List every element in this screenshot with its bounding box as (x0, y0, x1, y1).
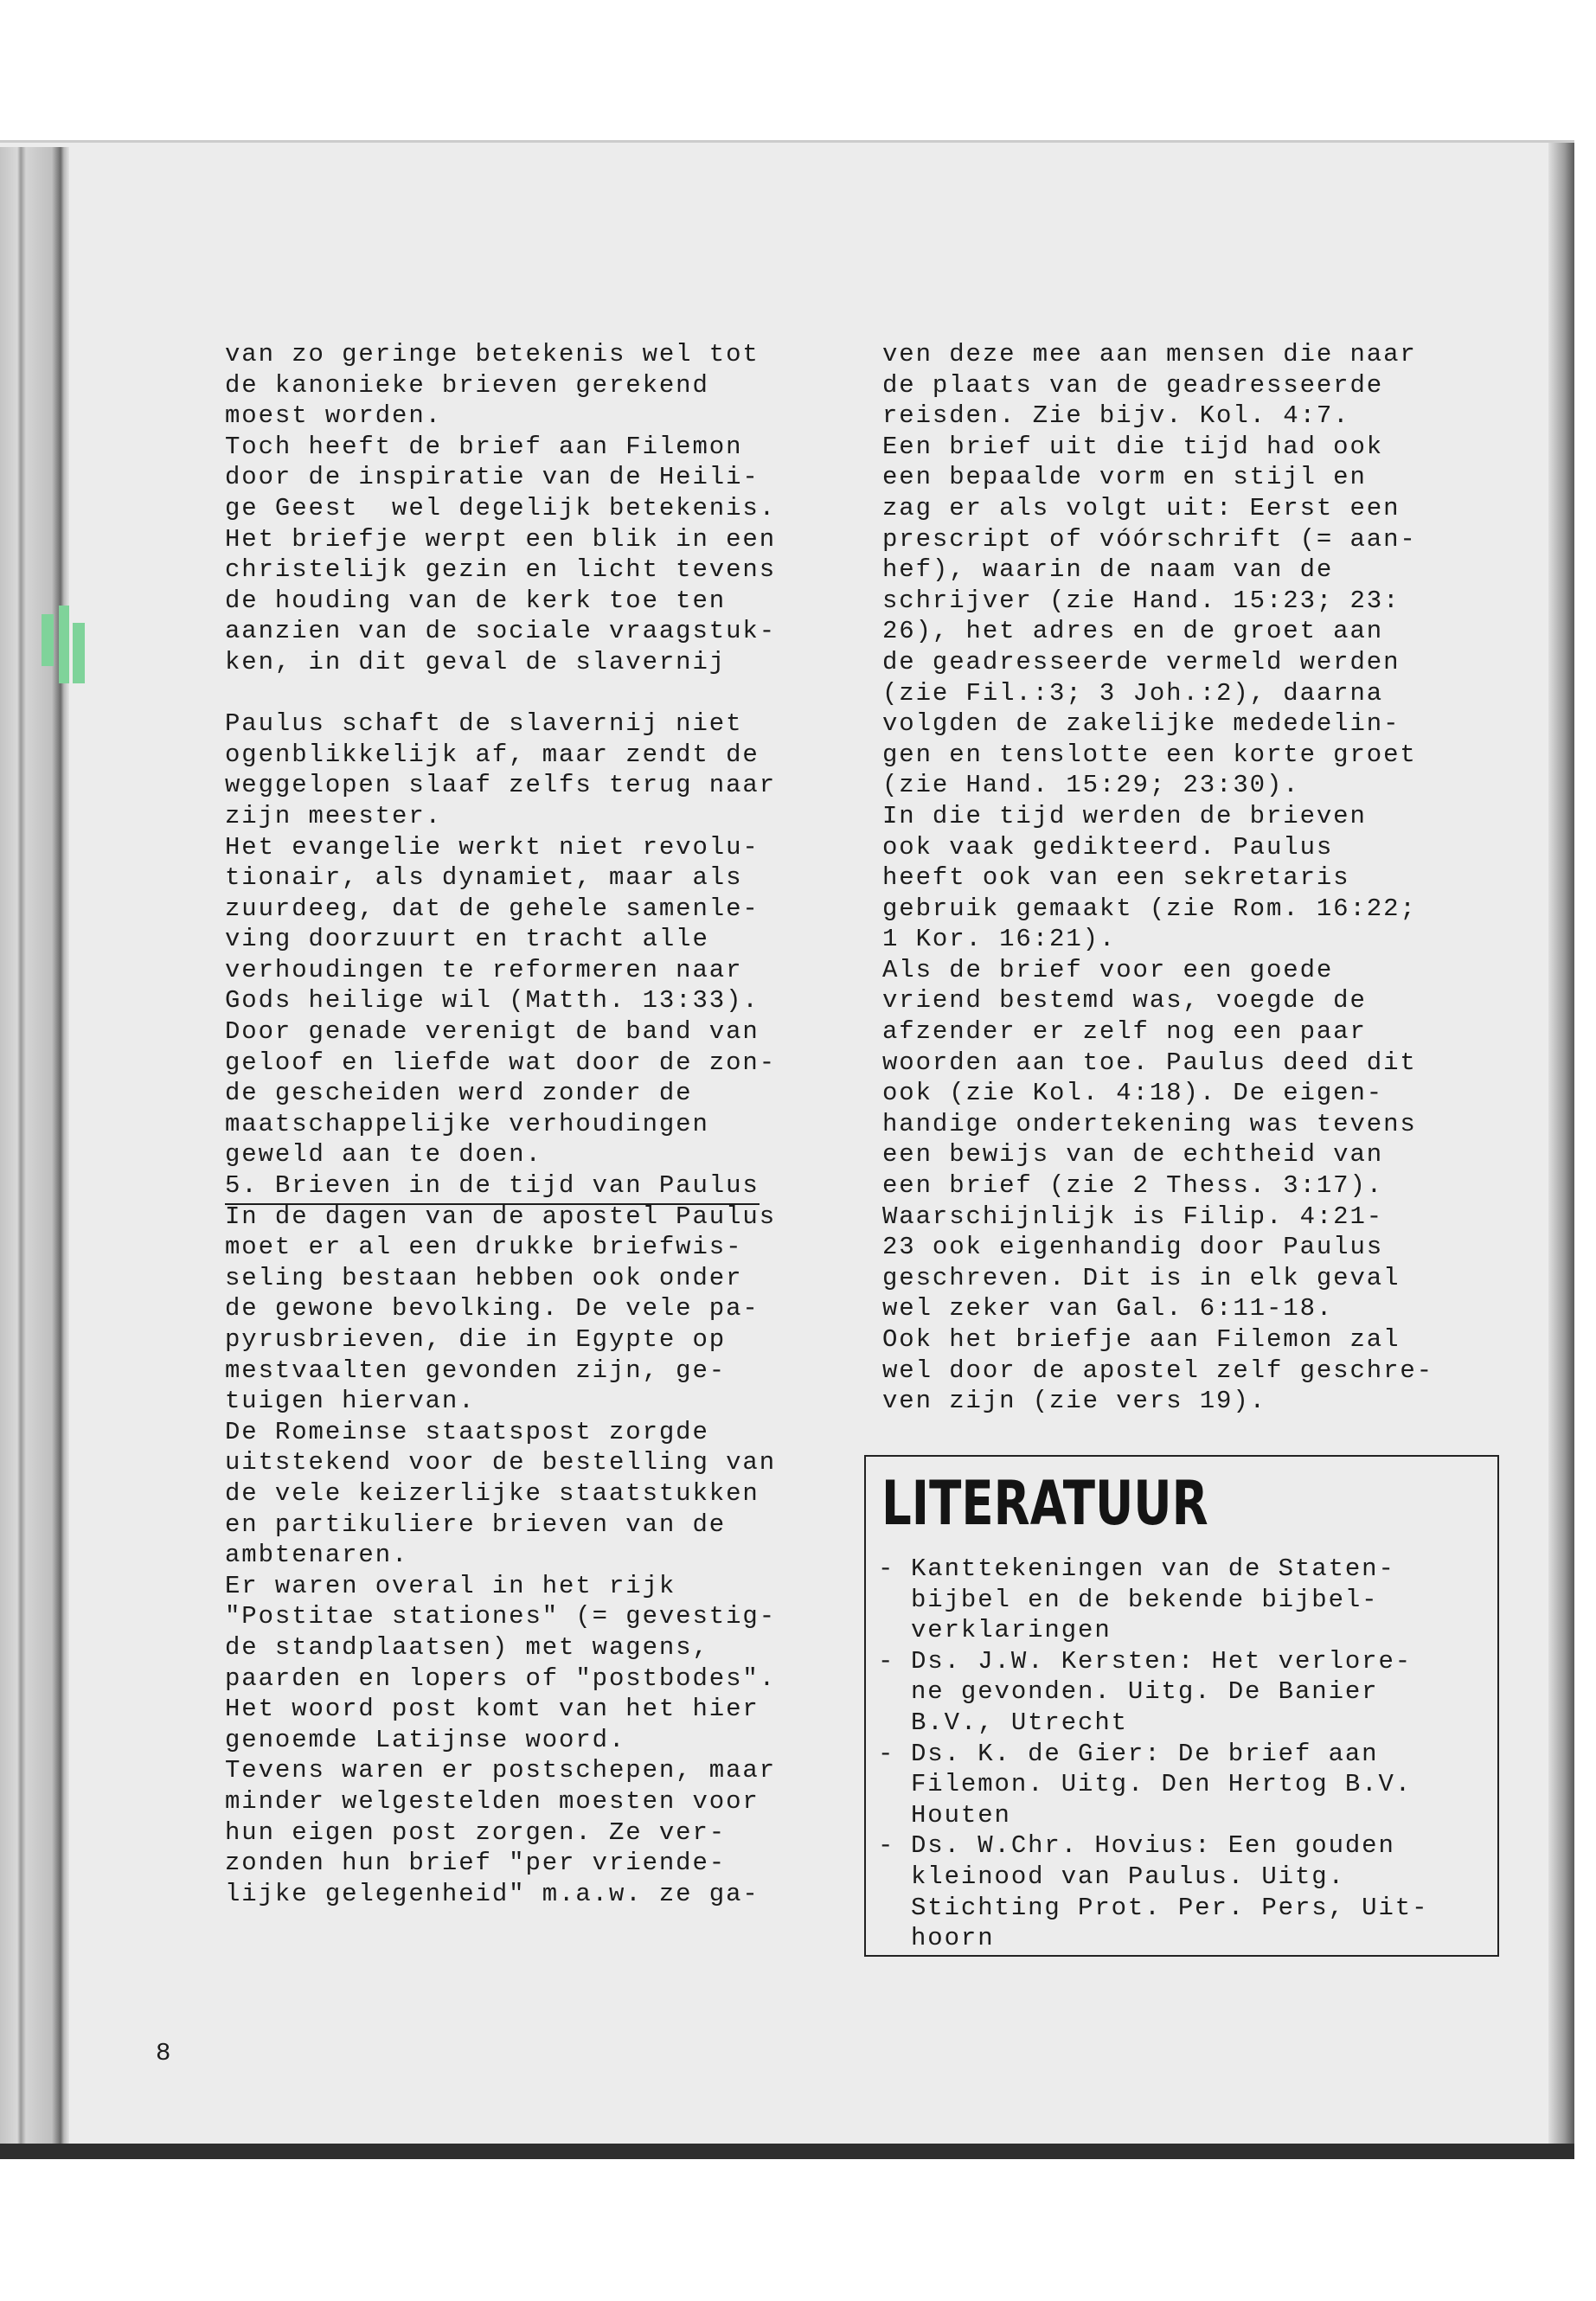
text-line: ving doorzuurt en tracht alle (225, 925, 709, 954)
text-line: de kanonieke brieven gerekend (225, 370, 709, 400)
text-line: moest worden. (225, 401, 442, 431)
text-line: maatschappelijke verhoudingen (225, 1109, 709, 1138)
text-line: de standplaatsen) met wagens, (225, 1632, 709, 1662)
text-line: Waarschijnlijk is Filip. 4:21- (882, 1202, 1384, 1231)
literature-text: Ds. W.Chr. Hovius: Een gouden (911, 1831, 1395, 1861)
text-line: hun eigen post zorgen. Ze ver- (225, 1817, 727, 1847)
text-line: Het evangelie werkt niet revolu- (225, 832, 760, 862)
literature-text: Houten (911, 1800, 1011, 1830)
bullet-dash: - (878, 1554, 895, 1583)
text-line: Gods heilige wil (Matth. 13:33). (225, 986, 760, 1016)
literature-box (864, 1455, 1499, 1957)
literature-item-line (878, 1585, 1494, 1616)
text-line: ook (zie Kol. 4:18). De eigen- (882, 1079, 1384, 1108)
text-line: en partikuliere brieven van de (225, 1509, 727, 1539)
text-line: woorden aan toe. Paulus deed dit (882, 1048, 1417, 1077)
text-line: reisden. Zie bijv. Kol. 4:7. (882, 401, 1350, 431)
paragraph-gap (225, 678, 848, 709)
literature-item-line (878, 1615, 1494, 1646)
literature-item-line (878, 1676, 1494, 1708)
literature-list (878, 1554, 1494, 1954)
bullet-dash: - (878, 1739, 895, 1768)
literature-item-line (878, 1893, 1494, 1924)
text-line: Toch heeft de brief aan Filemon (225, 432, 743, 461)
literature-text: B.V., Utrecht (911, 1708, 1128, 1737)
text-line: zuurdeeg, dat de gehele samenle- (225, 894, 760, 923)
literature-text: bijbel en de bekende bijbel- (911, 1585, 1379, 1614)
literature-item-line (878, 1708, 1494, 1739)
text-line: pyrusbrieven, die in Egypte op (225, 1325, 727, 1354)
text-line: Ook het briefje aan Filemon zal (882, 1325, 1401, 1354)
page-right-edge (1548, 143, 1574, 2154)
text-line: door de inspiratie van de Heili- (225, 463, 760, 492)
literature-text: kleinood van Paulus. Uitg. (911, 1862, 1345, 1891)
text-line: lijke gelegenheid" m.a.w. ze ga- (225, 1879, 760, 1908)
text-line: weggelopen slaaf zelfs terug naar (225, 771, 776, 800)
text-line: In de dagen van de apostel Paulus (225, 1202, 776, 1231)
text-line: uitstekend voor de bestelling van (225, 1448, 776, 1477)
text-line: geweld aan te doen. (225, 1140, 542, 1170)
literature-text: verklaringen (911, 1616, 1112, 1645)
text-line: gen en tenslotte een korte groet (882, 740, 1417, 769)
text-line: ogenblikkelijk af, maar zendt de (225, 740, 760, 769)
text-line: gebruik gemaakt (zie Rom. 16:22; (882, 894, 1417, 923)
text-line: moet er al een drukke briefwis- (225, 1233, 743, 1262)
text-line: Als de brief voor een goede (882, 955, 1334, 984)
text-line: seling bestaan hebben ook onder (225, 1263, 743, 1292)
page-tabs (42, 606, 93, 709)
bullet-dash: - (878, 1646, 895, 1676)
text-line: Het briefje werpt een blik in een (225, 524, 776, 554)
text-line: genoemde Latijnse woord. (225, 1725, 626, 1754)
text-line: de gescheiden werd zonder de (225, 1079, 693, 1108)
text-line: tuigen hiervan. (225, 1387, 476, 1416)
literature-title: LITERATUUR (881, 1468, 1208, 1539)
literature-item-line (878, 1923, 1494, 1954)
text-line: heeft ook van een sekretaris (882, 863, 1350, 893)
literature-text: ne gevonden. Uitg. De Banier (911, 1677, 1379, 1707)
text-line: 23 ook eigenhandig door Paulus (882, 1233, 1384, 1262)
right-column (882, 339, 1505, 1417)
page-number: 8 (156, 2039, 171, 2067)
literature-text: Ds. J.W. Kersten: Het verlore- (911, 1646, 1413, 1676)
literature-text: Stichting Prot. Per. Pers, Uit- (911, 1893, 1429, 1922)
text-line: ge Geest wel degelijk betekenis. (225, 493, 776, 522)
text-line: Er waren overal in het rijk (225, 1571, 676, 1600)
literature-item-line (878, 1554, 1494, 1585)
text-line: de vele keizerlijke staatstukken (225, 1478, 760, 1508)
text-line: volgden de zakelijke mededelin- (882, 709, 1401, 739)
left-column (225, 339, 848, 1909)
text-line: aanzien van de sociale vraagstuk- (225, 617, 776, 646)
literature-item-line (878, 1830, 1494, 1862)
section-heading: 5. Brieven in de tijd van Paulus (225, 1170, 760, 1205)
bullet-dash: - (878, 1831, 895, 1861)
literature-text: hoorn (911, 1924, 995, 1953)
book-binding (0, 147, 69, 2145)
text-line: wel zeker van Gal. 6:11-18. (882, 1294, 1334, 1324)
literature-item-line (878, 1769, 1494, 1800)
text-line: handige ondertekening was tevens (882, 1109, 1417, 1138)
text-line: van zo geringe betekenis wel tot (225, 340, 760, 369)
text-line: tionair, als dynamiet, maar als (225, 863, 743, 893)
text-line: zonden hun brief "per vriende- (225, 1849, 727, 1878)
literature-item-line (878, 1646, 1494, 1677)
literature-item-line (878, 1862, 1494, 1893)
text-line: Paulus schaft de slavernij niet (225, 709, 743, 739)
text-line: De Romeinse staatspost zorgde (225, 1417, 709, 1446)
page-bottom-edge (0, 2144, 1574, 2159)
literature-text: Filemon. Uitg. Den Hertog B.V. (911, 1770, 1413, 1799)
text-line: minder welgestelden moesten voor (225, 1786, 760, 1816)
literature-item-line (878, 1739, 1494, 1770)
literature-item-line (878, 1800, 1494, 1831)
text-line: zag er als volgt uit: Eerst een (882, 493, 1401, 522)
text-line: vriend bestemd was, voegde de (882, 986, 1367, 1016)
text-line: christelijk gezin en licht tevens (225, 555, 776, 585)
literature-text: Ds. K. de Gier: De brief aan (911, 1739, 1379, 1768)
text-line: paarden en lopers of "postbodes". (225, 1663, 776, 1693)
text-line: In die tijd werden de brieven (882, 801, 1367, 830)
text-line: "Postitae stationes" (= gevestig- (225, 1602, 776, 1631)
text-line: de plaats van de geadresseerde (882, 370, 1384, 400)
text-line: wel door de apostel zelf geschre- (882, 1356, 1433, 1385)
text-line: prescript of vóórschrift (= aan- (882, 524, 1417, 554)
text-line: Een brief uit die tijd had ook (882, 432, 1384, 461)
text-line: ook vaak gedikteerd. Paulus (882, 832, 1334, 862)
text-line: ven deze mee aan mensen die naar (882, 340, 1417, 369)
text-line: ken, in dit geval de slavernij (225, 647, 727, 676)
text-line: 1 Kor. 16:21). (882, 925, 1117, 954)
text-line: de geadresseerde vermeld werden (882, 647, 1401, 676)
text-line: Tevens waren er postschepen, maar (225, 1756, 776, 1785)
text-line: mestvaalten gevonden zijn, ge- (225, 1356, 727, 1385)
text-line: hef), waarin de naam van de (882, 555, 1334, 585)
text-line: (zie Hand. 15:29; 23:30). (882, 771, 1300, 800)
text-line: geloof en liefde wat door de zon- (225, 1048, 776, 1077)
text-line: (zie Fil.:3; 3 Joh.:2), daarna (882, 678, 1384, 708)
text-line: een brief (zie 2 Thess. 3:17). (882, 1171, 1384, 1201)
text-line: geschreven. Dit is in elk geval (882, 1263, 1401, 1292)
text-line: afzender er zelf nog een paar (882, 1017, 1367, 1047)
text-line: schrijver (zie Hand. 15:23; 23: (882, 586, 1401, 615)
text-line: een bewijs van de echtheid van (882, 1140, 1384, 1170)
text-line: de houding van de kerk toe ten (225, 586, 727, 615)
text-line: 26), het adres en de groet aan (882, 617, 1384, 646)
literature-text: Kanttekeningen van de Staten- (911, 1554, 1395, 1583)
text-line: een bepaalde vorm en stijl en (882, 463, 1367, 492)
text-line: ven zijn (zie vers 19). (882, 1387, 1266, 1416)
text-line: de gewone bevolking. De vele pa- (225, 1294, 760, 1324)
text-line: Het woord post komt van het hier (225, 1695, 760, 1724)
text-line: verhoudingen te reformeren naar (225, 955, 743, 984)
text-line: zijn meester. (225, 801, 442, 830)
text-line: Door genade verenigt de band van (225, 1017, 760, 1047)
text-line: ambtenaren. (225, 1541, 409, 1570)
